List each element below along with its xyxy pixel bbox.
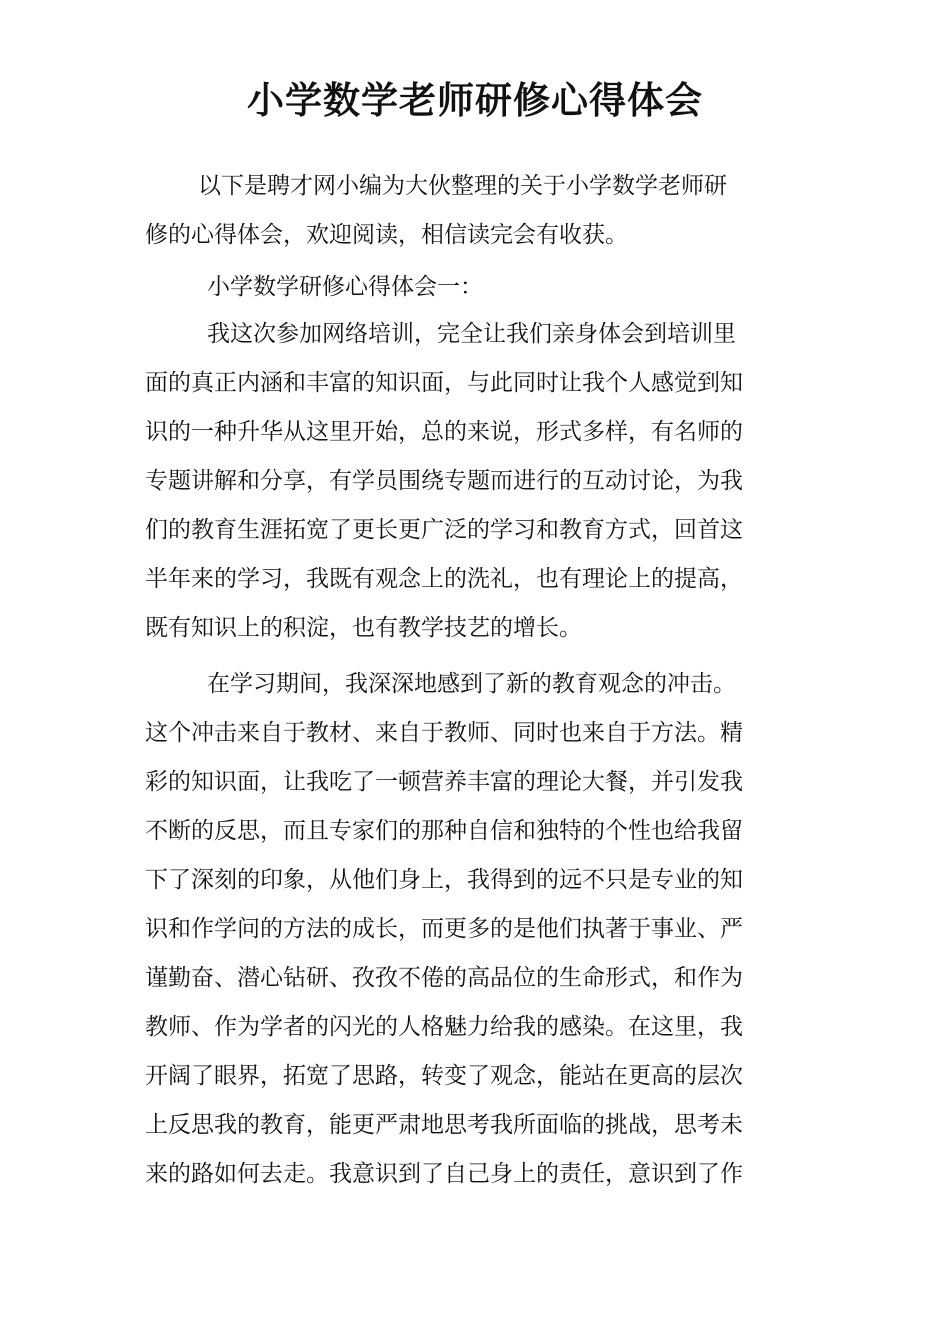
text-line: 这个冲击来自于教材、来自于教师、同时也来自于方法。精 <box>145 720 743 746</box>
text-line: 们的教育生涯拓宽了更长更广泛的学习和教育方式，回首这 <box>145 517 743 543</box>
section-heading <box>145 263 810 312</box>
intro-paragraph <box>145 162 805 260</box>
text-line: 以下是聘才网小编为大伙整理的关于小学数学老师研 <box>198 173 727 199</box>
text-line: 面的真正内涵和丰富的知识面，与此同时让我个人感觉到知 <box>145 370 743 396</box>
text-line: 彩的知识面，让我吃了一顿营养丰富的理论大餐，并引发我 <box>145 769 743 795</box>
text-line: 在学习期间，我深深地感到了新的教育观念的冲击。 <box>207 671 736 697</box>
text-line: 专题讲解和分享，有学员围绕专题而进行的互动讨论，为我 <box>145 468 743 494</box>
paragraph-1 <box>145 310 810 653</box>
section-heading-text: 小学数学研修心得体会一： <box>207 274 483 300</box>
text-line: 谨勤奋、潜心钻研、孜孜不倦的高品位的生命形式，和作为 <box>145 965 743 991</box>
text-line: 我这次参加网络培训，完全让我们亲身体会到培训里 <box>207 321 736 347</box>
text-line: 不断的反思，而且专家们的那种自信和独特的个性也给我留 <box>145 818 743 844</box>
text-line: 来的路如何去走。我意识到了自己身上的责任，意识到了作 <box>145 1161 743 1187</box>
text-line: 识的一种升华从这里开始，总的来说，形式多样，有名师的 <box>145 419 743 445</box>
text-line: 开阔了眼界，拓宽了思路，转变了观念，能站在更高的层次 <box>145 1063 743 1089</box>
text-line: 上反思我的教育，能更严肃地思考我所面临的挑战，思考未 <box>145 1112 743 1138</box>
text-line: 下了深刻的印象，从他们身上，我得到的远不只是专业的知 <box>145 867 743 893</box>
paragraph-2 <box>145 660 810 1199</box>
text-line: 修的心得体会，欢迎阅读，相信读完会有收获。 <box>145 222 628 248</box>
text-line: 半年来的学习，我既有观念上的洗礼，也有理论上的提高， <box>145 566 743 592</box>
text-line: 既有知识上的积淀，也有教学技艺的增长。 <box>145 615 582 641</box>
text-line: 识和作学问的方法的成长，而更多的是他们执著于事业、严 <box>145 916 743 942</box>
text-line: 教师、作为学者的闪光的人格魅力给我的感染。在这里，我 <box>145 1014 743 1040</box>
document-title: 小学数学老师研修心得体会 <box>247 78 703 122</box>
